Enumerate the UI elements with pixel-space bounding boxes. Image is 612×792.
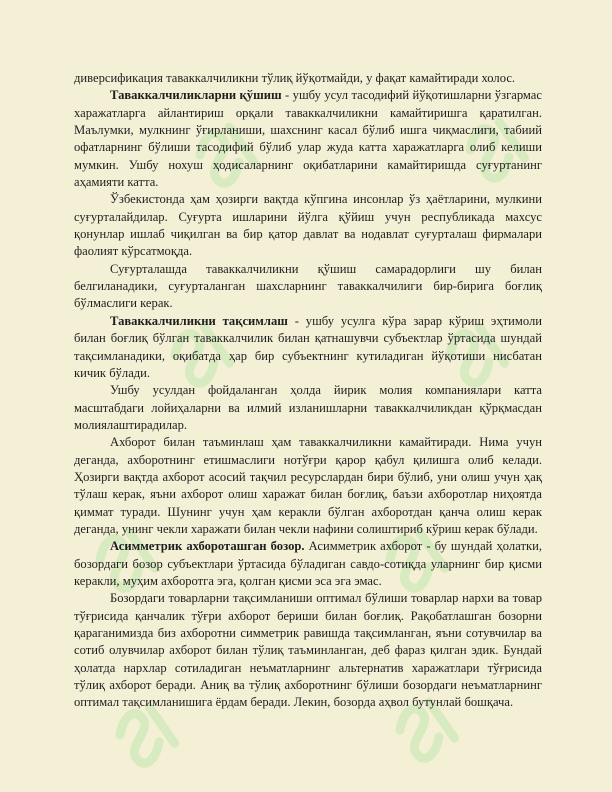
paragraph (74, 382, 542, 434)
paragraph (74, 191, 542, 260)
paragraph-lead: Асимметрик ахбороташган бозор. (110, 539, 305, 554)
paragraph (74, 590, 542, 711)
paragraph-text: - ушбу усулга кўра зарар кўриш эҳтимоли билан боғлиқ бўлган таваккалчилик билан қатнашувчи субъектлар ўртасида шундай тақсимланадики, оқибатда ҳар бир субъектнинг кутиладиган йўқотиши нисбатан кичик бўлади. (74, 313, 542, 380)
paragraph (74, 87, 542, 191)
paragraph-text: Ахборот билан таъминлаш ҳам таваккалчиликни камайтиради. Нима учун деганда, ахборотнинг етишмаслиги нотўғри қарор қабул қилишга олиб келади. Ҳозирги вақтда ахборот асосий тақчил ресурслардан бири бўлиб, уни олиш учун ҳақ тўлаш керак, яъни ахборот олиш харажат билан боғлиқ, баъзи ахборотлар ниҳоятда қиммат туради. Шунинг учун ҳам керакли бўлган ахборотдан қанча олиш керак деганда, унинг чекли харажати билан чекли нафини солиштириб кўриш керак бўлади. (74, 435, 542, 536)
paragraph-lead: Таваккалчиликларни қўшиш (110, 88, 282, 103)
paragraph-lead: Таваккалчиликни тақсимлаш (110, 313, 288, 328)
paragraph (74, 70, 542, 87)
paragraph-text: Ушбу усулдан фойдаланган ҳолда йирик молия компаниялари катта масштабдаги лойиҳаларни ва илмий изланишларни таваккалчиликдан қўрқмасдан молиялаштирадилар. (74, 383, 542, 432)
document-page (74, 70, 542, 712)
paragraph-text: Ўзбекистонда ҳам ҳозирги вақтда кўпгина инсонлар ўз ҳаётларини, мулкини суғурталайдилар. Суғурта ишларини йўлга қўйиш учун республикада махсус қонунлар ишлаб чиқилган ва бир қатор давлат ва нодавлат суғурталаш фирмалари фаолият кўрсатмоқда. (74, 192, 542, 259)
paragraph-text: диверсификация таваккалчиликни тўлиқ йўқотмайди, у фақат камайтиради холос. (74, 71, 516, 85)
paragraph-text: Суғурталашда таваккалчиликни қўшиш самарадорлиги шу билан белгиланадики, суғурталанган шахсларнинг таваккалчилиги бир-бирига боғлиқ бўлмаслиги керак. (74, 261, 542, 311)
paragraph (74, 261, 542, 313)
paragraph-text: Бозордаги товарларни тақсимланиши оптимал бўлиши товарлар нархи ва товар тўғрисида қанчалик тўғри ахборот бериши билан боғлиқ. Рақобатлашган бозорни қараганимизда биз ахборотни симметрик равишда тақсимланган, яъни сотувчилар ва сотиб олувчилар ахборот билан тўлиқ таъминланган, деб фараз қилган эдик. Бундай ҳолатда нархлар сотиладиган неъматларнинг альтернатив харажатлари тўғрисида тўлиқ ахборот беради. Аниқ ва тўлиқ ахборотнинг бўлиши бозордаги неъматларнинг оптимал тақсимланишига ёрдам беради. Лекин, бозорда аҳвол бутунлай бошқача. (74, 591, 542, 710)
paragraph-text: - ушбу усул тасодифий йўқотишларни ўзгармас харажатларга айлантириш орқали таваккалчиликни камайтиришга қаратилган. Маълумки, мулкнинг ўғирланиши, шахснинг касал бўлиб ишга чиқмаслиги, табиий офатларнинг бўлиши тасодифий бўлиб улар жуда катта харажатларга олиб келиши мумкин. Ушбу нохуш ҳодисаларнинг оқибатларини камайтиришда суғуртанинг аҳамияти катта. (74, 88, 542, 190)
paragraph (74, 434, 542, 538)
paragraph (74, 538, 542, 590)
paragraph (74, 313, 542, 382)
paragraph-text: Асимметрик ахборот - бу шундай ҳолатки, бозордаги бозор субъектлари ўртасида бўладиган савдо-сотиқда уларнинг бир қисми керакли, муҳим ахборотга эга, қолган қисми эса эга эмас. (74, 539, 542, 588)
